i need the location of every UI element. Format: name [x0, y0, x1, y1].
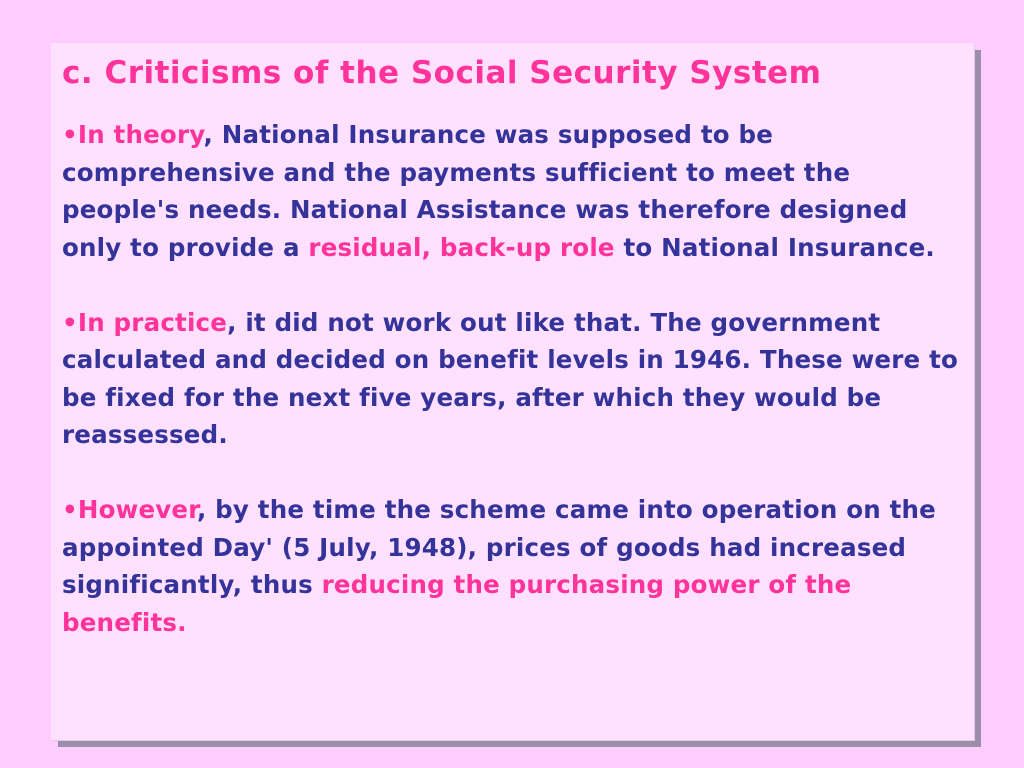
bullet: •: [62, 495, 78, 524]
paragraph-highlight: reducing the purchasing power of the benefits.: [62, 570, 852, 637]
paragraph-however: [62, 491, 967, 641]
paragraph-lead: In theory: [77, 120, 204, 149]
paragraph-text: , it did not work out like that. The government calculated and decided on benefit levels in 1946. These were to be fixed for the next five years, after which they would be reassessed.: [62, 307, 959, 449]
bullet: •: [62, 120, 78, 149]
slide-title: c. Criticisms of the Social Security System: [62, 55, 822, 91]
paragraph-in-theory: [62, 116, 967, 266]
paragraph-text: , National Insurance was supposed to be comprehensive and the payments sufficient to meet the people's needs. National Assistance was therefore designed only to provide a: [62, 120, 908, 262]
paragraph-lead: In practice: [77, 307, 228, 337]
paragraph-in-practice: [62, 304, 967, 454]
paragraph-text: , by the time the scheme came into operation on the appointed Day' (5 July, 1948), prices of goods had increased significantly, thus: [62, 495, 936, 599]
slide-content: [62, 50, 967, 641]
bullet: •: [62, 307, 78, 337]
paragraph-lead: However: [77, 495, 197, 524]
paragraph-highlight: residual, back-up role: [308, 232, 615, 262]
paragraph-text-end: to National Insurance.: [614, 232, 935, 262]
